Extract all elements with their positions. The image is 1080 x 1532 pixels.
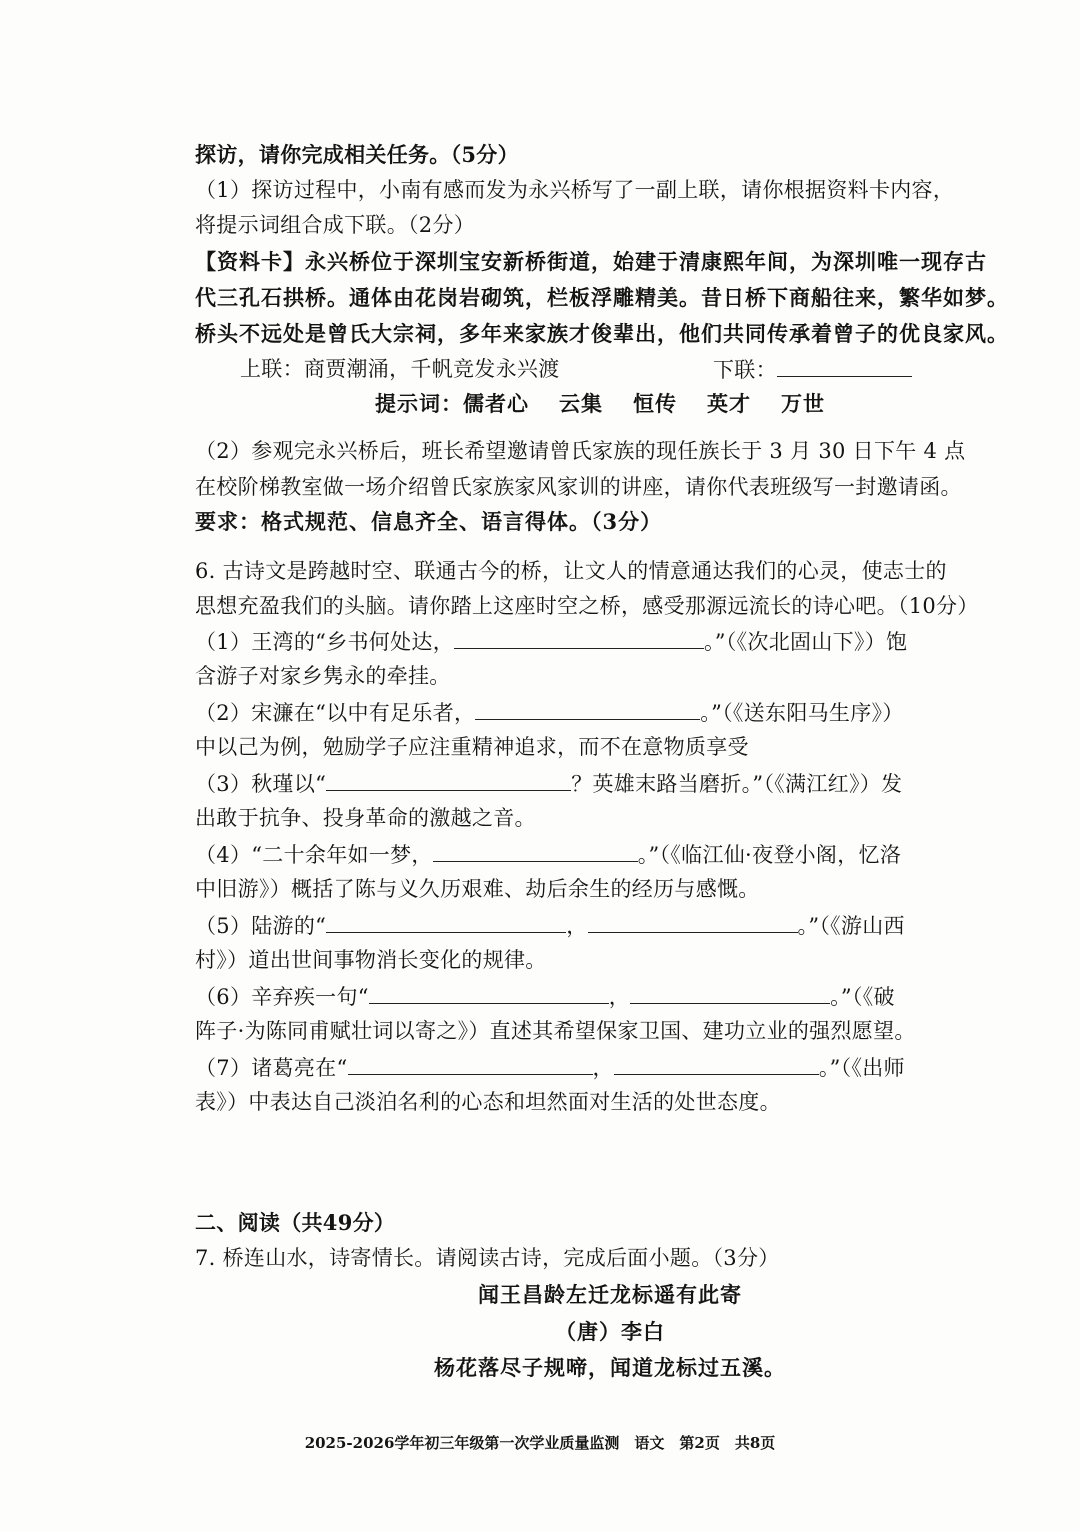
info-card-line3: 桥头不远处是曾氏大宗祠，多年来家族才俊辈出，他们共同传承着曾子的优良家风。 <box>195 321 1009 346</box>
q6-sub1-prefix: （1）王湾的“乡书何处达， <box>195 630 454 654</box>
q5-intro-tail: 探访，请你完成相关任务。（5分） <box>195 142 519 167</box>
lower-couplet-row <box>713 354 912 385</box>
q6-sub4-suffix: 。”（《临江仙·夜登小阁，忆洛 <box>637 843 902 867</box>
q6-sub7-blank2[interactable] <box>614 1052 819 1075</box>
poem-author: （唐）李白 <box>555 1319 665 1344</box>
q6-sub5-prefix: （5）陆游的“ <box>195 914 327 938</box>
q6-sub6-suffix: 。”（《破 <box>830 985 895 1009</box>
hint-row <box>375 389 825 419</box>
q6-sub2-suffix: 。”（《送东阳马生序》） <box>700 701 904 725</box>
hint-word-2: 云集 <box>559 391 603 416</box>
upper-couplet: 上联：商贾潮涌，千帆竞发永兴渡 <box>240 357 560 381</box>
q6-sub7-line2: 表》）中表达自己淡泊名利的心态和坦然面对生活的处世态度。 <box>195 1090 781 1114</box>
q6-sub6-comma: ， <box>608 985 631 1009</box>
section2-title: 二、阅读（共49分） <box>195 1210 396 1235</box>
q6-sub3-line2: 出敢于抗争、投身革命的激越之音。 <box>195 806 536 830</box>
q6-sub5-blank2[interactable] <box>588 910 798 933</box>
q6-sub4-line1 <box>195 839 901 870</box>
q6-sub5-suffix: 。”（《游山西 <box>797 914 905 938</box>
lower-couplet-blank[interactable] <box>777 354 912 377</box>
info-card-line2: 代三孔石拱桥。通体由花岗岩砌筑，栏板浮雕精美。昔日桥下商船往来，繁华如梦。 <box>195 285 1009 310</box>
q6-sub4-blank[interactable] <box>433 839 638 862</box>
q6-sub3-prefix: （3）秋瑾以“ <box>195 772 327 796</box>
q6-sub1-blank[interactable] <box>454 626 704 649</box>
q6-sub2-blank[interactable] <box>475 697 700 720</box>
hint-label: 提示词： <box>375 391 463 416</box>
q7-stem: 7. 桥连山水，诗寄情长。请阅读古诗，完成后面小题。（3分） <box>195 1246 780 1270</box>
hint-word-4: 英才 <box>707 391 751 416</box>
q5-part1-line2: 将提示词组合成下联。（2分） <box>195 213 476 237</box>
q6-sub2-line2: 中以己为例，勉励学子应注重精神追求，而不在意物质享受 <box>195 735 749 759</box>
q6-sub2-prefix: （2）宋濂在“以中有足乐者， <box>195 701 476 725</box>
q6-sub6-blank1[interactable] <box>369 981 609 1004</box>
q6-sub7-suffix: 。”（《出师 <box>818 1056 905 1080</box>
q6-sub3-suffix: ？英雄末路当磨折。”（《满江红》）发 <box>571 772 903 796</box>
page-footer: 2025-2026学年初三年级第一次学业质量监测 语文 第2页 共8页 <box>304 1434 776 1452</box>
q5-part2-line1: （2）参观完永兴桥后，班长希望邀请曾氏家族的现任族长于 3 月 30 日下午 4 点 <box>195 439 966 463</box>
q6-sub6-prefix: （6）辛弃疾一句“ <box>195 985 369 1009</box>
q6-sub6-line1 <box>195 981 895 1012</box>
q6-sub7-comma: ， <box>592 1056 614 1080</box>
poem-line1: 杨花落尽子规啼，闻道龙标过五溪。 <box>434 1355 786 1380</box>
q6-sub4-prefix: （4）“二十余年如一梦， <box>195 843 433 867</box>
q6-sub1-line2: 含游子对家乡隽永的牵挂。 <box>195 664 451 688</box>
q6-sub7-line1 <box>195 1052 905 1083</box>
q6-sub5-comma: ， <box>566 914 588 938</box>
q5-part2-line3: 要求：格式规范、信息齐全、语言得体。（3分） <box>195 509 663 534</box>
q6-sub6-blank2[interactable] <box>630 981 830 1004</box>
q6-sub3-line1 <box>195 768 902 799</box>
q5-part1-line1: （1）探访过程中，小南有感而发为永兴桥写了一副上联，请你根据资料卡内容， <box>195 178 955 202</box>
q6-sub5-line2: 村》）道出世间事物消长变化的规律。 <box>195 948 547 972</box>
q6-sub5-line1 <box>195 910 905 941</box>
q6-sub6-line2: 阵子·为陈同甫赋壮词以寄之》）直述其希望保家卫国、建功立业的强烈愿望。 <box>195 1019 916 1043</box>
q6-sub1-line1 <box>195 626 907 657</box>
hint-word-1: 儒者心 <box>463 391 529 416</box>
q6-sub7-prefix: （7）诸葛亮在“ <box>195 1056 348 1080</box>
q6-stem-line2: 思想充盈我们的头脑。请你踏上这座时空之桥，感受那源远流长的诗心吧。（10分） <box>195 594 979 618</box>
hint-word-3: 恒传 <box>633 391 677 416</box>
hint-word-5: 万世 <box>781 391 825 416</box>
info-card-line1: 【资料卡】永兴桥位于深圳宝安新桥街道，始建于清康熙年间，为深圳唯一现存古 <box>195 249 987 274</box>
q6-stem-line1: 6. 古诗文是跨越时空、联通古今的桥，让文人的情意通达我们的心灵，使志士的 <box>195 559 947 583</box>
q5-part2-line2: 在校阶梯教室做一场介绍曾氏家族家风家训的讲座，请你代表班级写一封邀请函。 <box>195 475 962 499</box>
q6-sub4-line2: 中旧游》）概括了陈与义久历艰难、劫后余生的经历与感慨。 <box>195 877 760 901</box>
q6-sub2-line1 <box>195 697 904 728</box>
q6-sub5-blank1[interactable] <box>326 910 566 933</box>
poem-title: 闻王昌龄左迁龙标遥有此寄 <box>478 1282 742 1307</box>
q6-sub3-blank[interactable] <box>326 768 571 791</box>
lower-couplet-label: 下联： <box>713 358 777 382</box>
q6-sub1-suffix: 。”（《次北固山下》）饱 <box>704 630 908 654</box>
q6-sub7-blank1[interactable] <box>348 1052 593 1075</box>
